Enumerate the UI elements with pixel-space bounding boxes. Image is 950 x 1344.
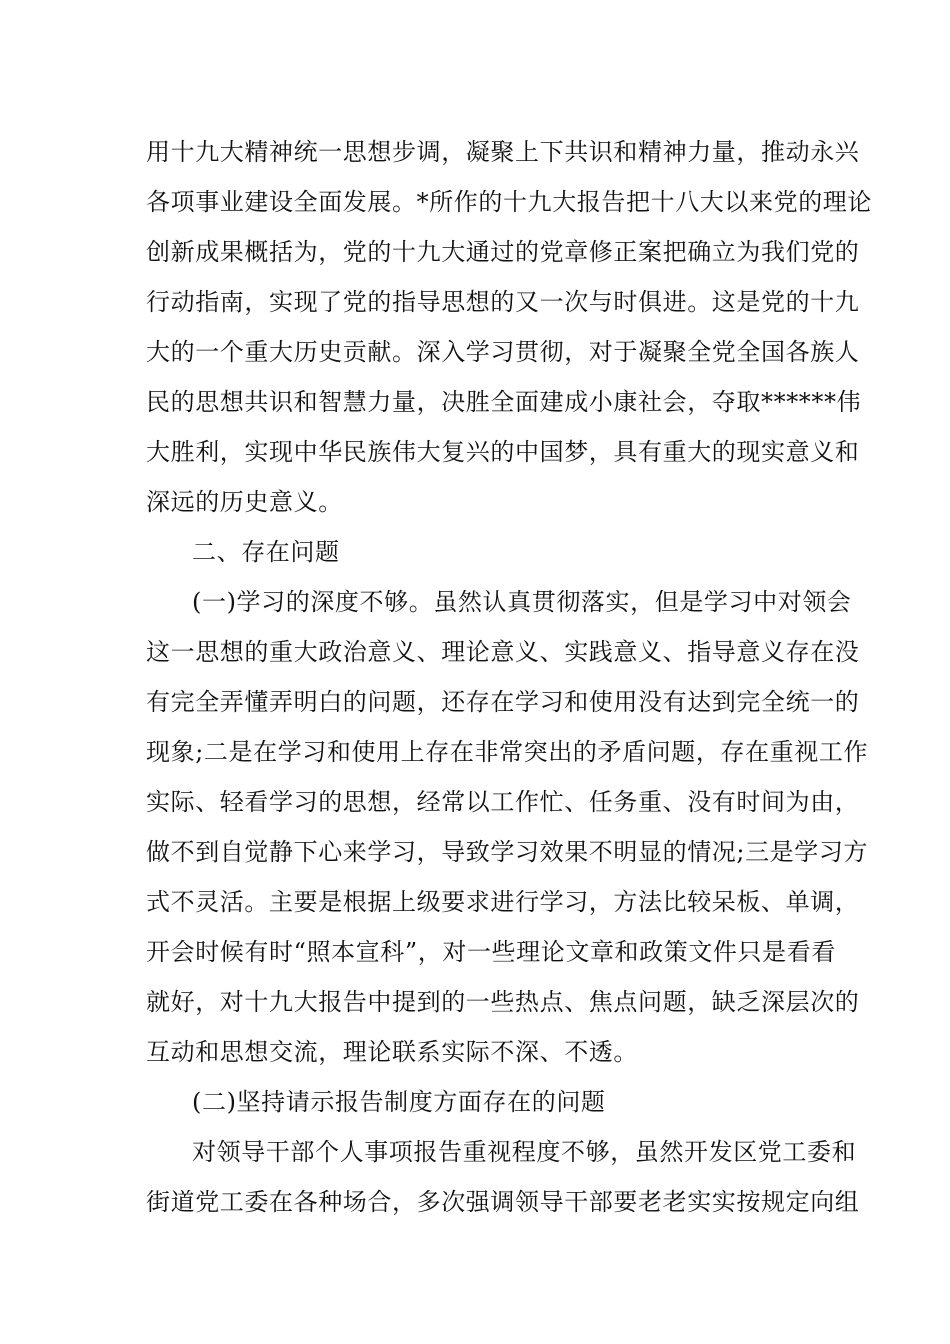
text-line-10: (一)学习的深度不够。虽然认真贯彻落实，但是学习中对领会 [192, 588, 852, 616]
text-line-2: 各项事业建设全面发展。*所作的十九大报告把十八大以来党的理论 [146, 188, 872, 216]
text-line-1: 用十九大精神统一思想步调，凝聚上下共识和精神力量，推动永兴 [146, 138, 860, 166]
text-line-19: 互动和思想交流，理论联系实际不深、不透。 [146, 1038, 638, 1066]
text-line-13: 现象;二是在学习和使用上存在非常突出的矛盾问题，存在重视工作 [146, 738, 869, 766]
text-line-8: 深远的历史意义。 [146, 488, 343, 516]
text-line-18: 就好，对十九大报告中提到的一些热点、焦点问题，缺乏深层次的 [146, 988, 860, 1016]
text-line-12: 有完全弄懂弄明白的问题，还存在学习和使用没有达到完全统一的 [146, 688, 860, 716]
text-line-14: 实际、轻看学习的思想，经常以工作忙、任务重、没有时间为由， [146, 788, 860, 816]
text-line-4: 行动指南，实现了党的指导思想的又一次与时俱进。这是党的十九 [146, 288, 860, 316]
text-line-3: 创新成果概括为，党的十九大通过的党章修正案把确立为我们党的 [146, 238, 860, 266]
text-line-17: 开会时候有时“照本宣科”，对一些理论文章和政策文件只是看看 [146, 938, 836, 966]
text-line-16: 式不灵活。主要是根据上级要求进行学习，方法比较呆板、单调， [146, 888, 860, 916]
text-line-5: 大的一个重大历史贡献。深入学习贯彻，对于凝聚全党全国各族人 [146, 338, 860, 366]
text-line-7: 大胜利，实现中华民族伟大复兴的中国梦，具有重大的现实意义和 [146, 438, 860, 466]
section-heading: 二、存在问题 [192, 538, 340, 566]
text-line-11: 这一思想的重大政治意义、理论意义、实践意义、指导意义存在没 [146, 638, 860, 666]
text-line-21: 对领导干部个人事项报告重视程度不够，虽然开发区党工委和 [192, 1138, 857, 1166]
text-line-6: 民的思想共识和智慧力量，决胜全面建成小康社会，夺取******伟 [146, 388, 862, 416]
text-line-15: 做不到自觉静下心来学习，导致学习效果不明显的情况;三是学习方 [146, 838, 869, 866]
subsection-heading: (二)坚持请示报告制度方面存在的问题 [192, 1088, 606, 1116]
text-line-22: 街道党工委在各种场合，多次强调领导干部要老老实实按规定向组 [146, 1188, 860, 1216]
